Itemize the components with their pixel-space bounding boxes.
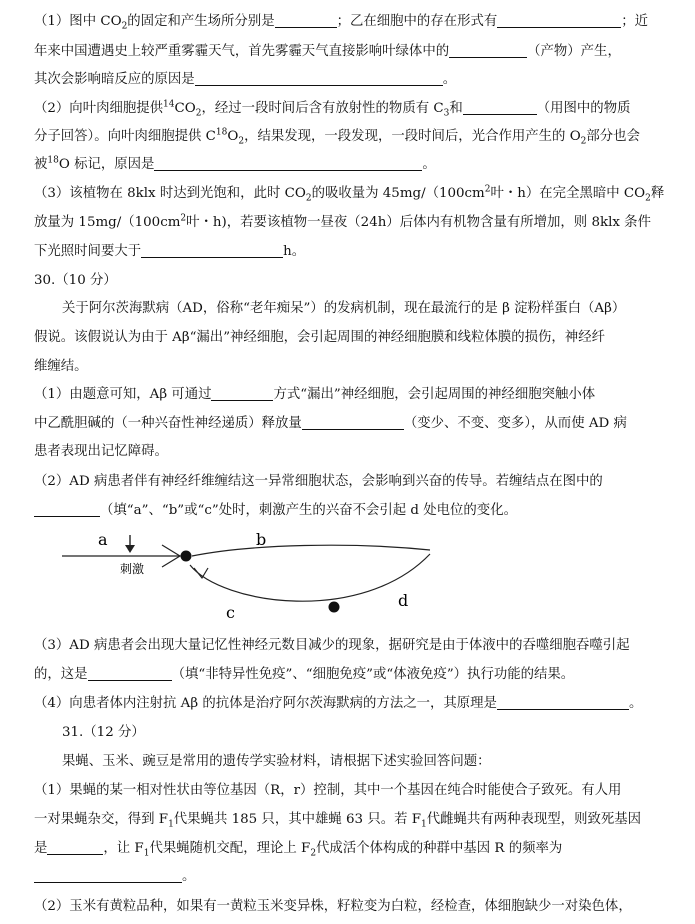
q30-part3-line1: （3）AD 病患者会出现大量记忆性神经元数目减少的现象，据研究是由于体液中的吞噬细胞吞噬引起 (34, 638, 630, 653)
answer-blank[interactable] (88, 665, 172, 681)
q29-part1-line2: 年来中国遭遇史上较严重雾霾天气，首先雾霾天气直接影响叶绿体中的 （产物）产生， (34, 44, 621, 59)
q30-intro-line3: 维缠结。 (34, 359, 88, 374)
label-stimulus: 刺激 (120, 562, 145, 576)
q31-part1-line1: （1）果蝇的某一相对性状由等位基因（R，r）控制，其中一个基因在纯合时能使合子致死。有人用 (34, 783, 622, 798)
answer-blank[interactable] (195, 70, 443, 86)
q31-intro: 果蝇、玉米、豌豆是常用的遗传学实验材料，请根据下述实验回答问题： (62, 754, 491, 769)
q30-part1-line2: 中乙酰胆碱的（一种兴奋性神经递质）释放量 （变少、不变、变多），从而使 AD 病 (34, 416, 627, 431)
q29-part2-line1: （2）向叶肉细胞提供$^{14}CO_2$，经过一段时间后含有放射性的物质有 $C_3$和 （用图中的物质 (34, 99, 631, 119)
q29-part2-line2: 分子回答）。向叶肉细胞提供 $C^{18}O_2$，结果发现，一段发现，一段时间后，光合作用产生的 $O_2$部分也会 (34, 127, 640, 147)
q31-part2-line1: （2）玉米有黄粒品种，如果有一黄粒玉米变异株，籽粒变为白粒，经检查，体细胞缺少一对染色体， (34, 899, 632, 914)
answer-blank[interactable] (497, 12, 621, 28)
q31-part1-line3: 是 ，让 $F_1$代果蝇随机交配，理论上 $F_2$代成活个体构成的种群中基因 R 的频率为 (34, 841, 563, 859)
q30-intro-line2: 假说。该假说认为由于 Aβ“漏出”神经细胞，会引起周围的神经细胞膜和线粒体膜的损伤，神经纤 (34, 330, 605, 345)
answer-blank[interactable] (302, 414, 404, 430)
q29-part1-line3: 其次会影响暗反应的原因是 。 (34, 72, 457, 87)
q31-part1-line4: 。 (34, 867, 195, 887)
q30-intro-line1: 关于阿尔茨海默病（AD，俗称“老年痴呆”）的发病机制，现在最流行的是 β 淀粉样蛋白（Aβ） (62, 301, 626, 316)
q30-part2-line1: （2）AD 病患者伴有神经纤维缠结这一异常细胞状态，会影响到兴奋的传导。若缠结点在图中的 (34, 474, 603, 489)
axon-line-b (192, 545, 430, 556)
answer-blank[interactable] (497, 694, 629, 710)
answer-blank[interactable] (34, 501, 100, 517)
label-a: a (98, 530, 108, 549)
neuron-cell-body-1 (181, 551, 192, 562)
answer-blank[interactable] (154, 155, 422, 171)
q29-part3-line2: 放量为 $15mg/(100cm^2$叶・h)，若要该植物一昼夜（24h）后体内有机物含量有所增加，则 8klx 条件 (34, 213, 651, 230)
neuron-diagram (62, 530, 432, 630)
axon-line-c (190, 554, 430, 601)
answer-blank[interactable] (449, 42, 527, 58)
q30-part1-line1: （1）由题意可知，Aβ 可通过 方式“漏出”神经细胞，会引起周围的神经细胞突触小体 (34, 387, 596, 402)
answer-blank[interactable] (463, 99, 537, 115)
q30-part4-line1: （4）向患者体内注射抗 Aβ 的抗体是治疗阿尔茨海默病的方法之一，其原理是 。 (34, 696, 643, 711)
q30-part1-line3: 患者表现出记忆障碍。 (34, 444, 168, 459)
q29-part3-line1: （3）该植物在 8klx 时达到光饱和，此时 $CO_2$的吸收量为 $45mg/(100cm^2$叶・h）在完全黑暗中 $CO_2$释 (34, 184, 665, 204)
q30-part3-line2: 的，这是 （填“非特异性免疫”、“细胞免疫”或“体液免疫”）执行功能的结果。 (34, 667, 575, 682)
q29-part3-line3: 下光照时间要大于 h。 (34, 244, 306, 259)
q29-part2-line3: 被$^{18}$O 标记，原因是 。 (34, 155, 436, 172)
neuron-cell-body-2 (329, 602, 340, 613)
answer-blank[interactable] (141, 242, 283, 258)
label-b: b (256, 530, 267, 549)
q29-part1-line1: （1）图中 $CO_2$的固定和产生场所分别是 ；乙在细胞中的存在形式有 ；近 (34, 14, 649, 32)
answer-blank[interactable] (34, 867, 182, 883)
answer-blank[interactable] (47, 839, 103, 855)
label-c: c (226, 603, 235, 622)
answer-blank[interactable] (275, 12, 337, 28)
label-d: d (398, 591, 409, 610)
stimulus-arrow-head (125, 545, 135, 553)
synapse-terminal-2 (194, 568, 208, 578)
answer-blank[interactable] (211, 385, 273, 401)
q31-part1-line2: 一对果蝇杂交，得到 $F_1$代果蝇共 185 只，其中雄蝇 63 只。若 $F_1$代雌蝇共有两种表现型，则致死基因 (34, 812, 642, 830)
q31-header: 31.（12 分） (62, 725, 145, 740)
q30-part2-line2: （填“a”、“b”或“c”处时，刺激产生的兴奋不会引起 d 处电位的变化。 (34, 501, 517, 521)
q30-header: 30.（10 分） (34, 273, 117, 288)
